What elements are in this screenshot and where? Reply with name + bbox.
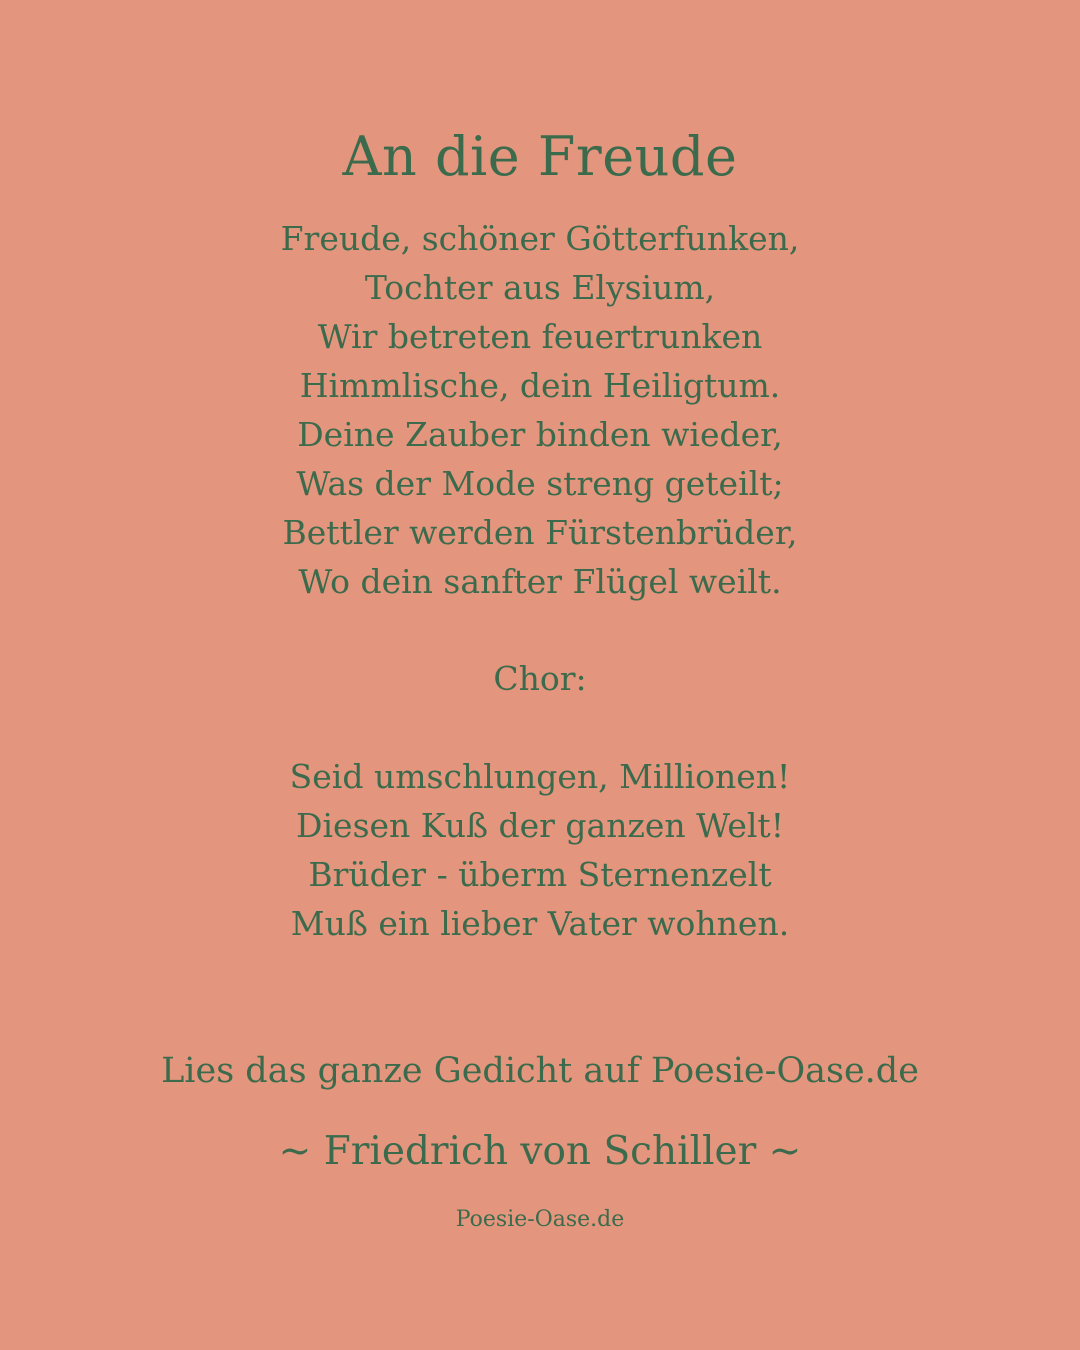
poem-title: An die Freude bbox=[342, 125, 738, 188]
poem-line: Was der Mode streng geteilt; bbox=[296, 464, 784, 503]
author-name: ~ Friedrich von Schiller ~ bbox=[278, 1129, 802, 1174]
poem-line: Freude, schöner Götterfunken, bbox=[280, 219, 800, 258]
poem-line: Tochter aus Elysium, bbox=[364, 268, 716, 307]
poem-line: Seid umschlungen, Millionen! bbox=[289, 757, 791, 796]
poem-line: Bettler werden Fürstenbrüder, bbox=[282, 513, 798, 552]
poem-line: Wir betreten feuertrunken bbox=[317, 317, 763, 356]
site-watermark: Poesie-Oase.de bbox=[455, 1207, 625, 1232]
poem-line: Wo dein sanfter Flügel weilt. bbox=[298, 562, 782, 601]
stanza-2 bbox=[0, 752, 1080, 948]
poem-line: Deine Zauber binden wieder, bbox=[297, 415, 783, 454]
stanza-1 bbox=[0, 214, 1080, 606]
chorus-label: Chor: bbox=[493, 659, 587, 698]
poem-line: Muß ein lieber Vater wohnen. bbox=[290, 904, 790, 943]
poem-line: Diesen Kuß der ganzen Welt! bbox=[296, 806, 784, 845]
poem-line: Brüder - überm Sternenzelt bbox=[308, 855, 772, 894]
poem-line: Himmlische, dein Heiligtum. bbox=[299, 366, 781, 405]
read-full-poem-text: Lies das ganze Gedicht auf Poesie-Oase.de bbox=[161, 1051, 919, 1091]
